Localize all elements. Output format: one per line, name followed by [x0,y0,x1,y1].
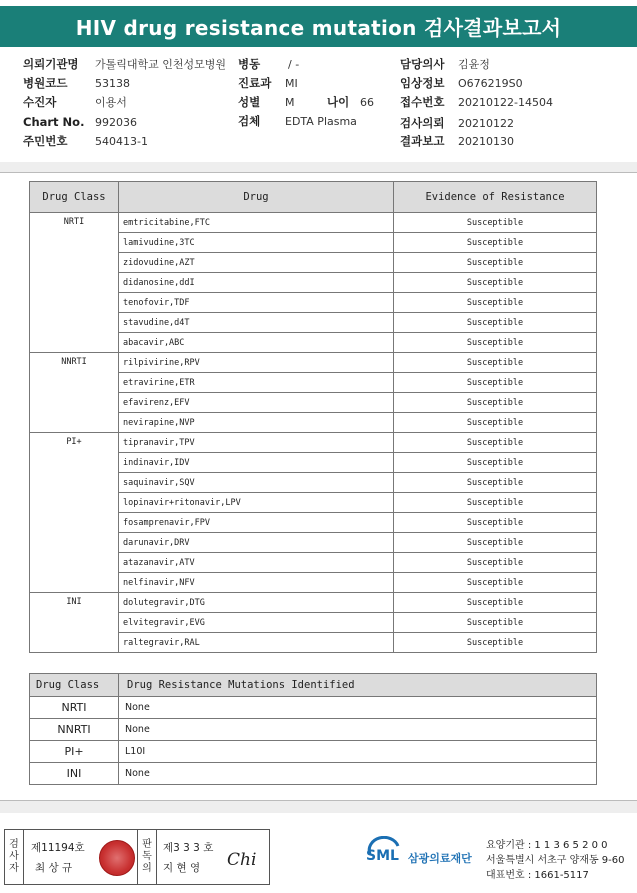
table-row [30,433,597,453]
evidence-cell: Susceptible [394,233,597,253]
drug-cell: lopinavir+ritonavir,LPV [119,493,394,513]
evidence-cell: Susceptible [394,533,597,553]
drug-class-cell: NNRTI [30,719,119,741]
examiner-license: 제11194호 [31,842,85,854]
evidence-cell: Susceptible [394,293,597,313]
table-row [30,719,597,741]
col-header-drug: Drug [119,182,394,213]
drug-class-cell: PI+ [30,433,119,593]
table-row [30,741,597,763]
info-request-date: 검사의뢰 20210122 [400,116,514,130]
institution-contact [486,838,625,883]
drug-cell: zidovudine,AZT [119,253,394,273]
reviewer-label: 판 독 의 [137,830,157,884]
drug-cell: atazanavir,ATV [119,553,394,573]
drug-cell: tipranavir,TPV [119,433,394,453]
col-header-drug-class: Drug Class [30,674,119,697]
evidence-cell: Susceptible [394,553,597,573]
drug-cell: tenofovir,TDF [119,293,394,313]
evidence-cell: Susceptible [394,213,597,233]
drug-cell: emtricitabine,FTC [119,213,394,233]
drug-class-cell: NRTI [30,213,119,353]
divider-line [0,172,637,173]
info-report-date: 결과보고 20210130 [400,134,514,148]
evidence-cell: Susceptible [394,373,597,393]
mutation-cell: None [119,763,597,785]
drug-cell: efavirenz,EFV [119,393,394,413]
info-department: 진료과 MI [238,76,298,90]
signature: Chi [227,850,257,870]
phone: 대표번호 : 1661-5117 [486,870,589,881]
resistance-table [29,181,597,653]
evidence-cell: Susceptible [394,413,597,433]
mutation-cell: L10I [119,741,597,763]
drug-class-cell: NRTI [30,697,119,719]
evidence-cell: Susceptible [394,333,597,353]
drug-class-cell: INI [30,593,119,653]
seal-stamp-icon [99,840,135,876]
evidence-cell: Susceptible [394,353,597,373]
footer-band [0,801,637,813]
table-row [30,697,597,719]
evidence-cell: Susceptible [394,633,597,653]
info-physician: 담당의사 김윤정 [400,57,490,71]
drug-cell: didanosine,ddI [119,273,394,293]
info-receipt-no: 접수번호 20210122-14504 [400,95,553,109]
drug-class-cell: INI [30,763,119,785]
signature-box [4,829,270,885]
col-header-drug-class: Drug Class [30,182,119,213]
examiner-name: 최 상 규 [35,862,73,874]
sml-logo-text: SML [366,848,399,864]
info-ward: 병동 / - [238,57,300,71]
info-clinical-info: 임상정보 O676219S0 [400,76,523,90]
reviewer-name: 지 현 영 [163,862,201,874]
reviewer-license: 제3 3 3 호 [163,842,214,854]
info-patient-name: 수진자 이용서 [23,95,127,109]
sml-logo [366,836,472,874]
drug-cell: abacavir,ABC [119,333,394,353]
drug-cell: dolutegravir,DTG [119,593,394,613]
evidence-cell: Susceptible [394,433,597,453]
info-chart-no: Chart No. 992036 [23,115,137,129]
drug-cell: stavudine,d4T [119,313,394,333]
drug-class-cell: NNRTI [30,353,119,433]
evidence-cell: Susceptible [394,273,597,293]
info-hospital-code: 병원코드 53138 [23,76,130,90]
drug-cell: saquinavir,SQV [119,473,394,493]
agency-code: 요양기관 : 1 1 3 6 5 2 0 0 [486,840,608,851]
org-name: 삼광의료재단 [408,852,472,865]
col-header-evidence: Evidence of Resistance [394,182,597,213]
examiner-label: 검 사 자 [5,830,24,884]
table-row [30,763,597,785]
evidence-cell: Susceptible [394,473,597,493]
evidence-cell: Susceptible [394,253,597,273]
drug-class-cell: PI+ [30,741,119,763]
table-row [30,353,597,373]
evidence-cell: Susceptible [394,313,597,333]
evidence-cell: Susceptible [394,513,597,533]
address: 서울특별시 서초구 양재동 9-60 [486,855,625,866]
drug-cell: raltegravir,RAL [119,633,394,653]
info-resident-no: 주민번호 540413-1 [23,134,148,148]
col-header-mutations: Drug Resistance Mutations Identified [119,674,597,697]
drug-cell: etravirine,ETR [119,373,394,393]
evidence-cell: Susceptible [394,573,597,593]
info-specimen: 검체 EDTA Plasma [238,114,357,128]
evidence-cell: Susceptible [394,593,597,613]
evidence-cell: Susceptible [394,453,597,473]
table-row [30,213,597,233]
drug-cell: fosamprenavir,FPV [119,513,394,533]
report-title: HIV drug resistance mutation 검사결과보고서 [0,6,637,47]
evidence-cell: Susceptible [394,613,597,633]
drug-cell: elvitegravir,EVG [119,613,394,633]
drug-cell: indinavir,IDV [119,453,394,473]
mutation-cell: None [119,719,597,741]
evidence-cell: Susceptible [394,393,597,413]
drug-cell: lamivudine,3TC [119,233,394,253]
info-sex: 성별 M [238,95,295,109]
mutation-cell: None [119,697,597,719]
mutations-table [29,673,597,785]
drug-cell: nevirapine,NVP [119,413,394,433]
info-age: 나이 66 [327,95,374,109]
evidence-cell: Susceptible [394,493,597,513]
table-row [30,593,597,613]
info-requesting-institution: 의뢰기관명 가톨릭대학교 인천성모병원 [23,57,227,71]
drug-cell: darunavir,DRV [119,533,394,553]
divider-band [0,162,637,172]
drug-cell: rilpivirine,RPV [119,353,394,373]
drug-cell: nelfinavir,NFV [119,573,394,593]
